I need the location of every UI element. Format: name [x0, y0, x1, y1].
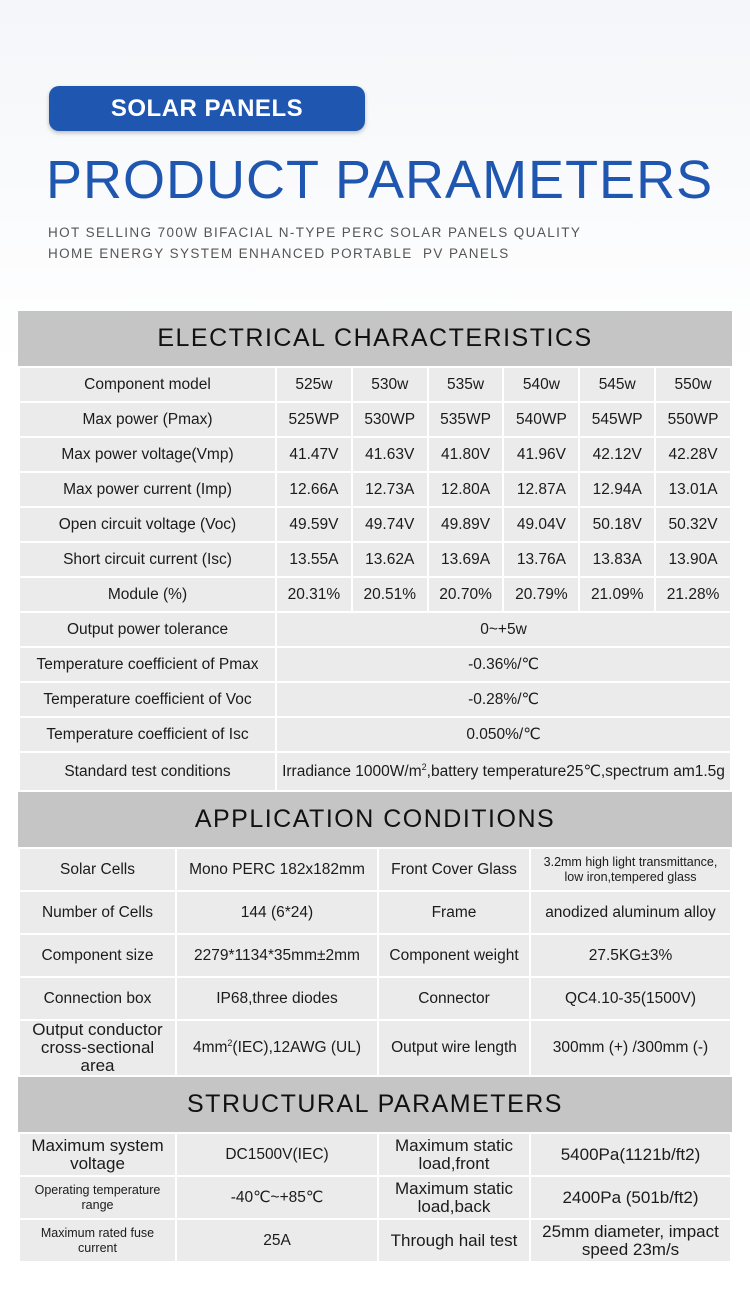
subtitle-line-2: HOME ENERGY SYSTEM ENHANCED PORTABLE PV PANELS — [48, 246, 510, 261]
row-label: Maximum system voltage — [20, 1134, 175, 1175]
row-value: 13.69A — [429, 543, 503, 576]
row-value: 535WP — [429, 403, 503, 436]
page-subtitle — [48, 222, 581, 264]
row-value: 300mm (+) /300mm (-) — [531, 1021, 730, 1075]
row-value: 13.90A — [656, 543, 730, 576]
row-value: 42.12V — [580, 438, 654, 471]
table-row — [20, 1134, 730, 1175]
table-row — [20, 473, 730, 506]
row-value: 2400Pa (501b/ft2) — [531, 1177, 730, 1218]
row-label: Open circuit voltage (Voc) — [20, 508, 275, 541]
conductor-value-text: 4mm — [192, 1039, 228, 1056]
table-row — [20, 543, 730, 576]
row-value: 49.89V — [429, 508, 503, 541]
row-label: Component weight — [379, 935, 529, 976]
row-value: -0.36%/℃ — [277, 648, 730, 681]
row-label: Connection box — [20, 978, 175, 1019]
table-row — [20, 1177, 730, 1218]
page-title: PRODUCT PARAMETERS — [46, 150, 714, 210]
table-row — [20, 578, 730, 611]
row-value: 49.59V — [277, 508, 351, 541]
row-value: 545WP — [580, 403, 654, 436]
spec-tables — [18, 311, 732, 1263]
subtitle-line-1: HOT SELLING 700W BIFACIAL N-TYPE PERC SOLAR PANELS QUALITY — [48, 225, 582, 240]
application-table — [18, 847, 732, 1077]
row-value: 13.55A — [277, 543, 351, 576]
table-row — [20, 1021, 730, 1075]
row-label: Operating temperature range — [20, 1177, 175, 1218]
table-row — [20, 403, 730, 436]
row-label: Output conductor cross-sectional area — [20, 1021, 175, 1075]
stc-value-text: Irradiance 1000W/m — [282, 762, 422, 780]
row-value: 13.76A — [504, 543, 578, 576]
table-row — [20, 368, 730, 401]
row-label: Max power current (Imp) — [20, 473, 275, 506]
row-value: DC1500V(IEC) — [177, 1134, 377, 1175]
row-value: 42.28V — [656, 438, 730, 471]
row-label: Standard test conditions — [20, 753, 275, 790]
row-value: QC4.10-35(1500V) — [531, 978, 730, 1019]
row-label: Short circuit current (Isc) — [20, 543, 275, 576]
row-label: Max power voltage(Vmp) — [20, 438, 275, 471]
conductor-value-text: (IEC),12AWG (UL) — [232, 1039, 362, 1056]
electrical-section-title: ELECTRICAL CHARACTERISTICS — [18, 311, 732, 366]
row-label: Frame — [379, 892, 529, 933]
table-row — [20, 849, 730, 890]
electrical-table — [18, 366, 732, 792]
row-value: 3.2mm high light transmittance, low iron,tempered glass — [531, 849, 730, 890]
table-row — [20, 683, 730, 716]
row-value: 41.63V — [353, 438, 427, 471]
row-value: 0.050%/℃ — [277, 718, 730, 751]
row-value: 41.80V — [429, 438, 503, 471]
table-row — [20, 935, 730, 976]
row-value: 530WP — [353, 403, 427, 436]
row-value: 540w — [504, 368, 578, 401]
row-value: 20.79% — [504, 578, 578, 611]
row-label: Temperature coefficient of Pmax — [20, 648, 275, 681]
row-label: Module (%) — [20, 578, 275, 611]
row-value: 13.83A — [580, 543, 654, 576]
table-row — [20, 438, 730, 471]
row-value: 2279*1134*35mm±2mm — [177, 935, 377, 976]
table-row — [20, 718, 730, 751]
row-value: 21.09% — [580, 578, 654, 611]
row-value: 21.28% — [656, 578, 730, 611]
row-value: 12.87A — [504, 473, 578, 506]
row-value: 20.51% — [353, 578, 427, 611]
row-value: 540WP — [504, 403, 578, 436]
superscript: 2 — [421, 761, 427, 772]
row-value: -40℃~+85℃ — [177, 1177, 377, 1218]
row-value: 20.70% — [429, 578, 503, 611]
row-label: Maximum static load,back — [379, 1177, 529, 1218]
row-value: 144 (6*24) — [177, 892, 377, 933]
row-value: 20.31% — [277, 578, 351, 611]
row-value: IP68,three diodes — [177, 978, 377, 1019]
row-value: 13.01A — [656, 473, 730, 506]
row-label: Front Cover Glass — [379, 849, 529, 890]
row-value: 0~+5w — [277, 613, 730, 646]
row-label: Through hail test — [379, 1220, 529, 1261]
row-label: Number of Cells — [20, 892, 175, 933]
table-row — [20, 753, 730, 790]
row-value: 550WP — [656, 403, 730, 436]
stc-value-text: ,battery temperature25℃,spectrum am1.5g — [426, 762, 725, 780]
row-value: 525WP — [277, 403, 351, 436]
table-row — [20, 648, 730, 681]
row-label: Output power tolerance — [20, 613, 275, 646]
row-value: 25A — [177, 1220, 377, 1261]
row-value: 525w — [277, 368, 351, 401]
row-value: 550w — [656, 368, 730, 401]
row-label: Maximum rated fuse current — [20, 1220, 175, 1261]
row-value: 530w — [353, 368, 427, 401]
row-label: Connector — [379, 978, 529, 1019]
row-label: Output wire length — [379, 1021, 529, 1075]
row-value: 41.96V — [504, 438, 578, 471]
row-label: Component size — [20, 935, 175, 976]
table-row — [20, 1220, 730, 1261]
row-value: 535w — [429, 368, 503, 401]
structural-section-title: STRUCTURAL PARAMETERS — [18, 1077, 732, 1132]
category-badge: SOLAR PANELS — [49, 86, 365, 131]
row-value: anodized aluminum alloy — [531, 892, 730, 933]
table-row — [20, 892, 730, 933]
structural-table — [18, 1132, 732, 1263]
row-value: 12.80A — [429, 473, 503, 506]
row-value: 50.18V — [580, 508, 654, 541]
row-label: Maximum static load,front — [379, 1134, 529, 1175]
row-value: 49.74V — [353, 508, 427, 541]
row-value: 25mm diameter, impact speed 23m/s — [531, 1220, 730, 1261]
superscript: 2 — [227, 1037, 233, 1048]
row-value: Mono PERC 182x182mm — [177, 849, 377, 890]
application-section-title: APPLICATION CONDITIONS — [18, 792, 732, 847]
row-value: 5400Pa(1121b/ft2) — [531, 1134, 730, 1175]
row-value: 50.32V — [656, 508, 730, 541]
row-value: 13.62A — [353, 543, 427, 576]
row-value: 12.94A — [580, 473, 654, 506]
row-label: Solar Cells — [20, 849, 175, 890]
row-value: 27.5KG±3% — [531, 935, 730, 976]
row-value: -0.28%/℃ — [277, 683, 730, 716]
table-row — [20, 508, 730, 541]
row-label: Component model — [20, 368, 275, 401]
row-label: Temperature coefficient of Voc — [20, 683, 275, 716]
table-row — [20, 613, 730, 646]
row-value: 12.73A — [353, 473, 427, 506]
row-value: 49.04V — [504, 508, 578, 541]
row-value: 41.47V — [277, 438, 351, 471]
row-value: 12.66A — [277, 473, 351, 506]
row-value: 545w — [580, 368, 654, 401]
row-value — [277, 753, 730, 790]
row-value — [177, 1021, 377, 1075]
row-label: Temperature coefficient of Isc — [20, 718, 275, 751]
table-row — [20, 978, 730, 1019]
row-label: Max power (Pmax) — [20, 403, 275, 436]
